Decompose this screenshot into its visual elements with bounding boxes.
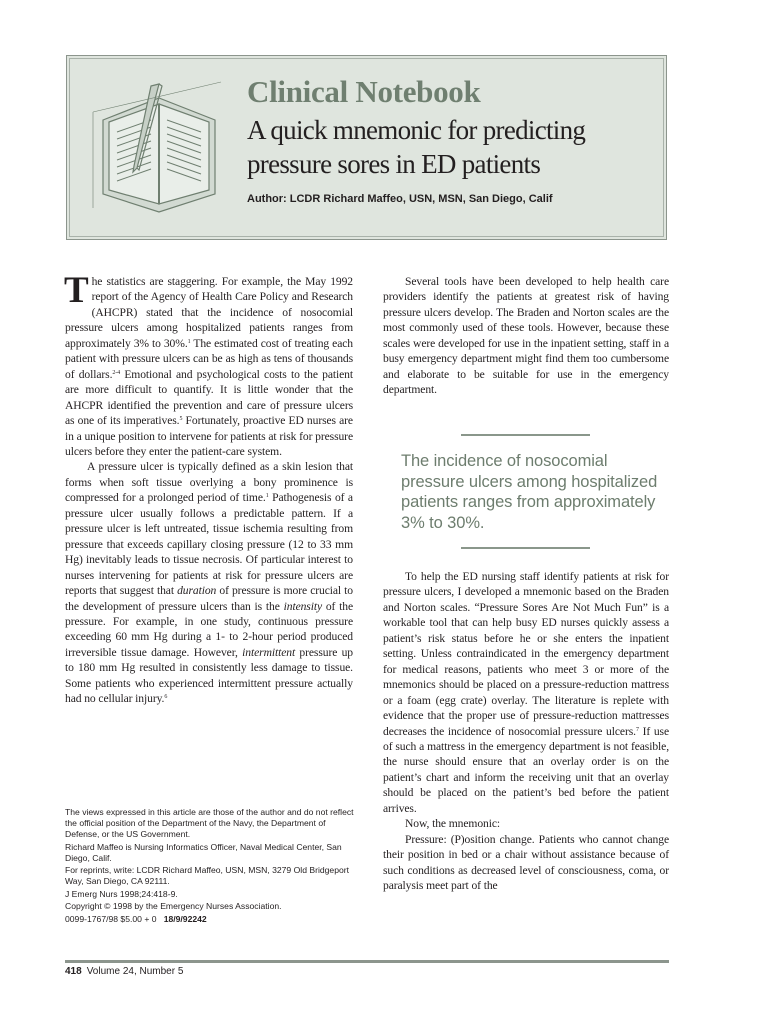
pull-quote-top-rule: [461, 434, 590, 436]
copyright-note: Copyright © 1998 by the Emergency Nurses Association.: [65, 901, 282, 911]
citation-note: J Emerg Nurs 1998;24:418-9.: [65, 888, 178, 899]
article-title: A quick mnemonic for predicting pressure sores in ED patients: [247, 115, 586, 179]
article-header: [66, 55, 667, 240]
footer-rule: [65, 960, 669, 963]
page-footer: [65, 966, 183, 977]
left-column: [64, 270, 354, 707]
intro-paragraph: The statistics are staggering. For example, the May 1992 report of the Agency of Health Care Policy and Research (AHCPR) stated that the incidence of nosocomial pressure ulcers among hospitalized patients ranges from approximately 3% to 30%.$^1$ The estimated cost of treating each patient with pressure ulcers can be as high as tens of thousands of dollars.$^{2-4}$ Emotional and psychological costs to the patient are more difficult to quantify. It is little wonder that the AHCPR identified the prevention and care of pressure ulcers as one of its imperatives.$^5$ Fortunately, proactive ED nurses are in a unique position to intervene for patients at risk for pressure ulcers before they enter the patient-care system.: [64, 270, 354, 458]
article-footnotes: [65, 807, 355, 926]
page-number: 418: [65, 966, 82, 977]
article-code: 0099-1767/98 $5.00 + 0 18/9/92242: [65, 913, 207, 924]
pathogenesis-paragraph: A pressure ulcer is typically defined as a skin lesion that forms when soft tissue overlying a bony prominence is compressed for a prolonged period of time.$^1$ Pathogenesis of a pressure ulcer usually follows a predictable pattern. If a pressure ulcer is left untreated, tissue ischemia resulting from pressure that exceeds capillary closing pressure (12 to 33 mm Hg) inevitably leads to tissue necrosis. Of particular interest to nurses intervening for patients at risk for pressure ulcers are reports that suggest that duration of pressure is more crucial to the development of pressure ulcers than is the intensity of the pressure. For example, in one study, continuous pressure exceeding 60 mm Hg during a 1- to 2-hour period produced irreversible tissue damage. However, intermittent pressure up to 180 mm Hg resulted in consistently less damage to tissue. Some patients who experienced intermittent pressure actually had no cellular injury.$^6$: [65, 460, 353, 706]
pressure-paragraph: Pressure: (P)osition change. Patients who cannot change their position in bed or a chair without assistance because of such conditions as decreased level of consciousness, coma, or paralysis meet part of the: [383, 832, 669, 893]
tools-paragraph: Several tools have been developed to help health care providers identify the patients at greatest risk of having pressure ulcers develop. The Braden and Norton scales are the most commonly used of these tools. However, because these scales were developed for use in the inpatient setting, staff in a busy emergency department might find them too cumbersome and elaborate to be suitable for use in the emergency department.: [383, 275, 669, 397]
right-column-bottom: [383, 569, 669, 894]
mnemonic-lead-paragraph: Now, the mnemonic:: [405, 817, 501, 831]
open-notebook-icon: [89, 76, 229, 216]
drop-cap: T: [64, 270, 89, 311]
section-title: Clinical Notebook: [247, 74, 481, 109]
affiliation-note: Richard Maffeo is Nursing Informatics Officer, Naval Medical Center, San Diego, Calif.: [65, 841, 342, 863]
author-byline: Author: LCDR Richard Maffeo, USN, MSN, San Diego, Calif: [247, 193, 553, 205]
mnemonic-intro-paragraph: To help the ED nursing staff identify patients at risk for pressure ulcers, I developed a mnemonic based on the Braden and Norton scales. “Pressure Sores Are Not Much Fun” is a workable tool that can help busy ED nurses quickly assess a patient’s risk status before he or she enters the inpatient setting. Unless contraindicated in the emergency department for medical reasons, patients who meet 3 or more of the mnemonics should be placed on a pressure-reduction mattress or a foam (egg crate) overlay. The literature is replete with evidence that the proper use of pressure-reduction mattresses decreases the incidence of nosocomial pressure ulcers.$^7$ If use of such a mattress in the emergency department is not feasible, the nurse should ensure that an overlay order is on the patient’s chart and inform the receiving unit that an overlay should be placed on the patient’s bed before the patient arrives.: [383, 570, 669, 815]
volume-label: Volume 24, Number 5: [86, 966, 184, 977]
disclaimer-note: The views expressed in this article are those of the author and do not reflect the official position of the Department of the Navy, the Department of Defense, or the US Government.: [65, 807, 354, 839]
right-column-top: [383, 274, 669, 398]
pull-quote-bottom-rule: [461, 547, 590, 549]
pull-quote: The incidence of nosocomial pressure ulcers among hospitalized patients ranges from approximately 3% to 30%.: [401, 452, 658, 532]
reprints-note: For reprints, write: LCDR Richard Maffeo, USN, MSN, 3279 Old Bridgeport Way, San Diego, CA 92111.: [65, 865, 350, 886]
